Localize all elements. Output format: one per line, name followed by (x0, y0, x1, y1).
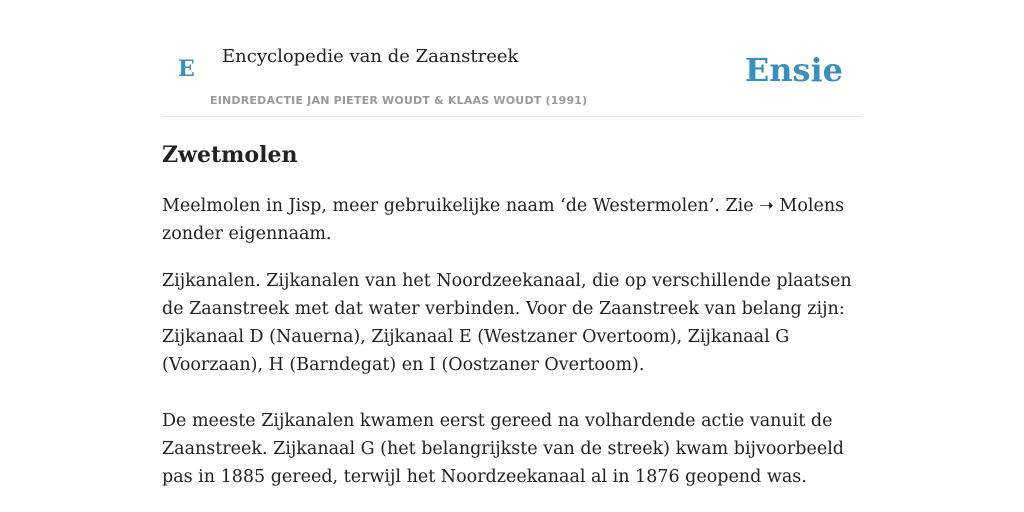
site-subtitle: EINDREDACTIE JAN PIETER WOUDT & KLAAS WOUDT (1991) (210, 94, 588, 107)
site-logo[interactable]: E (178, 56, 195, 82)
site-header (162, 36, 862, 117)
entry-title: Zwetmolen (162, 142, 298, 168)
article (162, 138, 862, 491)
article-paragraph: Zijkanalen. Zijkanalen van het Noordzeekanaal, die op verschillende plaatsen de Zaanstreek met dat water verbinden. Voor de Zaanstreek van belang zijn: Zijkanaal D (Nauerna), Zijkanaal E (Westzaner Overtoom), Zijkanaal G (Voorzaan), H (Barndegat) en I (Oostzaner Overtoom). (162, 271, 852, 375)
article-paragraph: De meeste Zijkanalen kwamen eerst gereed na volhardende actie vanuit de Zaanstreek. Zijkanaal G (het belangrijkste van de streek) kwam bijvoorbeeld pas in 1885 gereed, terwijl het Noordzeekanaal al in 1876 geopend was. (162, 411, 845, 487)
article-paragraph: Meelmolen in Jisp, meer gebruikelijke naam ‘de Westermolen’. Zie ➝ Molens zonder eigennaam. (162, 196, 845, 244)
site-title-link[interactable]: Encyclopedie van de Zaanstreek (222, 46, 519, 67)
brand-logo[interactable]: Ensie (744, 51, 843, 89)
